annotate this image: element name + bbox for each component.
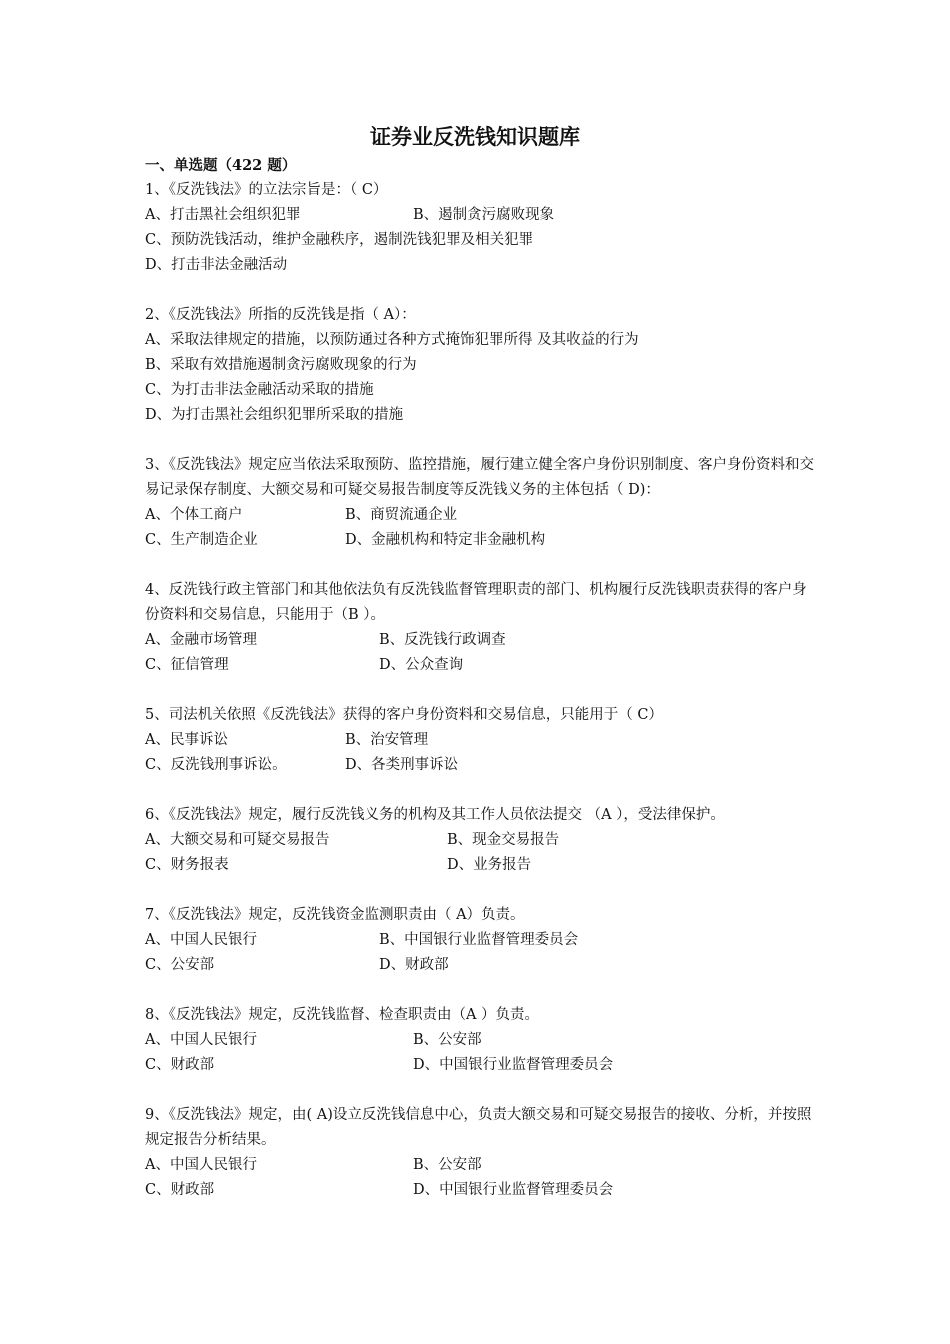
option-b: B、中国银行业监督管理委员会: [379, 932, 579, 948]
option-d: D、各类刑事诉讼: [345, 757, 459, 773]
question-4: [145, 578, 815, 678]
option-row: [145, 753, 815, 778]
option-row: [145, 928, 815, 953]
option-a: A、中国人民银行: [145, 932, 257, 948]
option-b: B、公安部: [413, 1157, 482, 1173]
option-c: C、财政部: [145, 1182, 215, 1198]
option-c: C、生产制造企业: [145, 532, 258, 548]
option-d: D、中国银行业监督管理委员会: [413, 1182, 614, 1198]
question-6: [145, 803, 815, 878]
question-stem: 8、《反洗钱法》规定，反洗钱监督、检查职责由（A ）负责。: [145, 1007, 540, 1023]
option-row: [145, 1028, 815, 1053]
option-a: A、采取法律规定的措施，以预防通过各种方式掩饰犯罪所得 及其收益的行为: [145, 332, 639, 348]
option-b: B、现金交易报告: [447, 832, 560, 848]
option-c: C、反洗钱刑事诉讼。: [145, 757, 287, 773]
option-a: A、金融市场管理: [145, 632, 257, 648]
option-row: [145, 628, 815, 653]
section-heading: 一、单选题（422 题）: [145, 157, 297, 174]
option-a: A、中国人民银行: [145, 1032, 257, 1048]
option-b: B、反洗钱行政调查: [379, 632, 506, 648]
option-b: B、遏制贪污腐败现象: [413, 207, 555, 223]
question-stem: 3、《反洗钱法》规定应当依法采取预防、监控措施，履行建立健全客户身份识别制度、客户身份资料和交易记录保存制度、大额交易和可疑交易报告制度等反洗钱义务的主体包括（ D)：: [145, 457, 814, 498]
question-stem: 9、《反洗钱法》规定，由( A)设立反洗钱信息中心，负责大额交易和可疑交易报告的接收、分析，并按照规定报告分析结果。: [145, 1107, 812, 1148]
question-3: [145, 453, 815, 553]
question-stem: 5、司法机关依照《反洗钱法》获得的客户身份资料和交易信息，只能用于（ C）: [145, 707, 663, 723]
option-d: D、金融机构和特定非金融机构: [345, 532, 546, 548]
option-row: [145, 1178, 815, 1203]
option-row: [145, 728, 815, 753]
question-stem: 7、《反洗钱法》规定，反洗钱资金监测职责由（ A）负责。: [145, 907, 525, 923]
option-c: C、财政部: [145, 1057, 215, 1073]
option-row: [145, 503, 815, 528]
option-d: D、业务报告: [447, 857, 532, 873]
option-a: A、民事诉讼: [145, 732, 228, 748]
option-c: C、公安部: [145, 957, 215, 973]
option-b: B、采取有效措施遏制贪污腐败现象的行为: [145, 357, 417, 373]
option-row: [145, 953, 815, 978]
question-2: [145, 303, 815, 428]
question-5: [145, 703, 815, 778]
document-title: 证券业反洗钱知识题库: [370, 124, 580, 149]
option-row: [145, 203, 815, 228]
question-8: [145, 1003, 815, 1078]
question-list: [145, 178, 815, 1228]
option-b: B、商贸流通企业: [345, 507, 458, 523]
option-row: [145, 1053, 815, 1078]
option-row: [145, 1153, 815, 1178]
option-c: C、财务报表: [145, 857, 229, 873]
option-b: B、公安部: [413, 1032, 482, 1048]
question-stem: 2、《反洗钱法》所指的反洗钱是指（ A）：: [145, 307, 416, 323]
option-a: A、大额交易和可疑交易报告: [145, 832, 330, 848]
option-d: D、为打击黑社会组织犯罪所采取的措施: [145, 407, 404, 423]
question-stem: 1、《反洗钱法》的立法宗旨是：（ C）: [145, 182, 388, 198]
option-c: C、为打击非法金融活动采取的措施: [145, 382, 374, 398]
question-stem: 4、反洗钱行政主管部门和其他依法负有反洗钱监督管理职责的部门、机构履行反洗钱职责获得的客户身份资料和交易信息，只能用于（B ）。: [145, 582, 807, 623]
question-1: [145, 178, 815, 278]
option-d: D、公众查询: [379, 657, 464, 673]
option-row: [145, 653, 815, 678]
option-row: [145, 853, 815, 878]
option-row: [145, 528, 815, 553]
option-row: [145, 828, 815, 853]
question-stem: 6、《反洗钱法》规定，履行反洗钱义务的机构及其工作人员依法提交 （A ），受法律保护。: [145, 807, 725, 823]
option-c: C、预防洗钱活动，维护金融秩序，遏制洗钱犯罪及相关犯罪: [145, 232, 534, 248]
option-a: A、打击黑社会组织犯罪: [145, 207, 301, 223]
option-d: D、打击非法金融活动: [145, 257, 288, 273]
option-d: D、财政部: [379, 957, 449, 973]
option-b: B、治安管理: [345, 732, 429, 748]
question-9: [145, 1103, 815, 1203]
option-d: D、中国银行业监督管理委员会: [413, 1057, 614, 1073]
option-c: C、征信管理: [145, 657, 229, 673]
option-a: A、个体工商户: [145, 507, 243, 523]
question-7: [145, 903, 815, 978]
option-a: A、中国人民银行: [145, 1157, 257, 1173]
